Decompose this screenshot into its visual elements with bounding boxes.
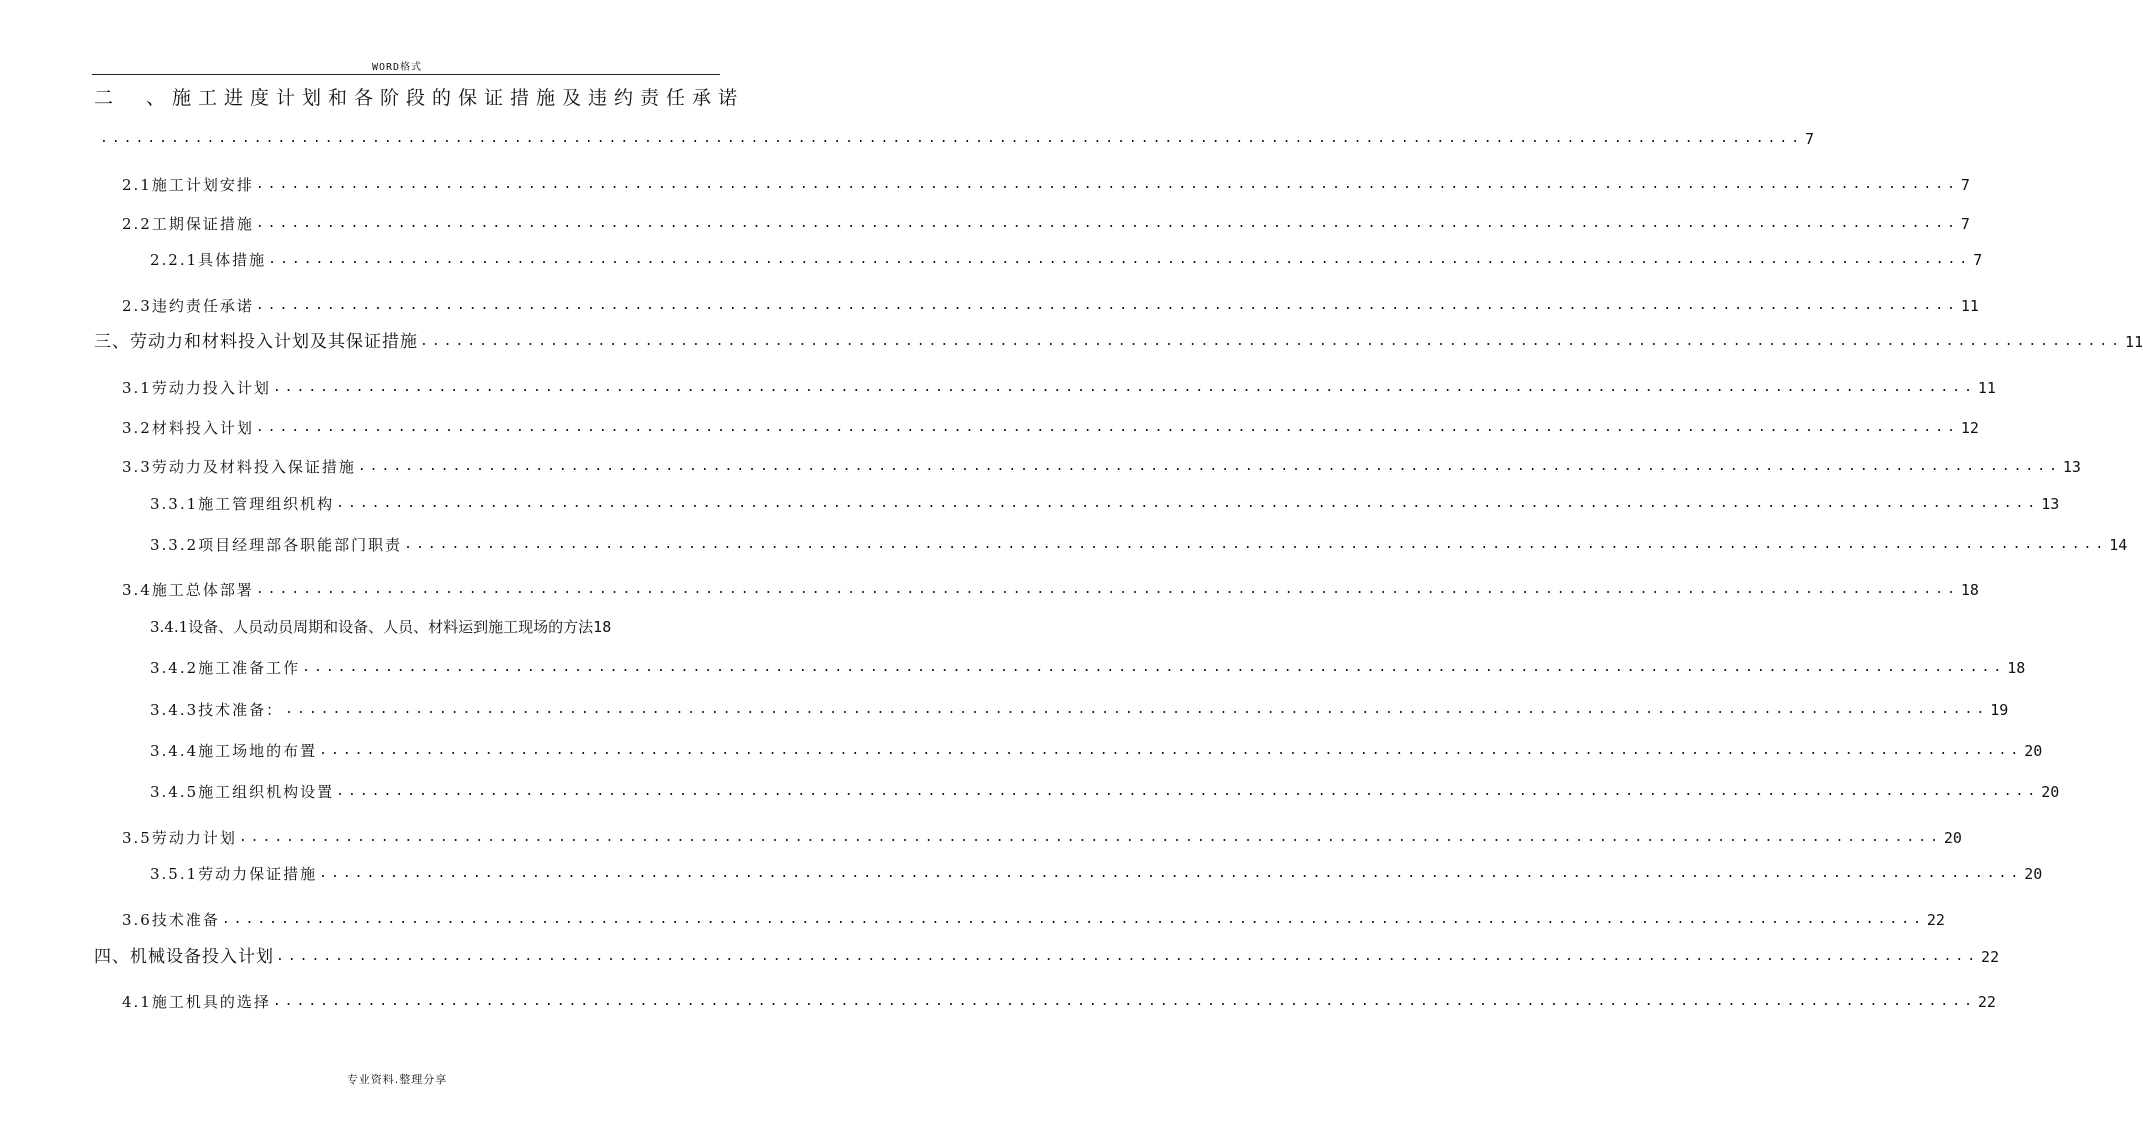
toc-entry-label: 3.1劳动力投入计划 bbox=[122, 379, 271, 397]
toc-dot-leader: ................................................................................................................................................ bbox=[255, 420, 1959, 435]
toc-entry-2-heading-page[interactable] bbox=[100, 127, 1815, 151]
toc-dot-leader: ................................................................................................................................................ bbox=[285, 702, 1989, 717]
toc-entry-label: 2.2工期保证措施 bbox=[122, 215, 254, 233]
toc-entry-2-1[interactable] bbox=[122, 173, 1970, 197]
toc-dot-leader: ................................................................................................................................................ bbox=[272, 994, 1976, 1009]
toc-entry-label: 3.6技术准备 bbox=[122, 911, 220, 929]
toc-entry-label: 2.3违约责任承诺 bbox=[122, 297, 254, 315]
header-text: WORD格式 bbox=[371, 62, 423, 73]
toc-entry-3-6[interactable] bbox=[122, 908, 1945, 932]
toc-entry-label: 3.5劳动力计划 bbox=[122, 829, 237, 847]
toc-entry-label: 3.4施工总体部署 bbox=[122, 581, 254, 599]
toc-entry-label: 3.5.1劳动力保证措施 bbox=[150, 865, 318, 883]
toc-entry-page: 7 bbox=[1960, 176, 1970, 194]
toc-dot-leader: ................................................................................................................................................ bbox=[238, 830, 1942, 845]
toc-entry-page: 22 bbox=[1981, 948, 2000, 966]
toc-entry-page: 12 bbox=[1960, 419, 1979, 437]
toc-entry-label: 3.4.5施工组织机构设置 bbox=[150, 783, 335, 801]
toc-entry-2-3[interactable] bbox=[122, 294, 1979, 318]
toc-entry-label: 2.2.1具体措施 bbox=[150, 251, 267, 269]
toc-dot-leader: ................................................................................................................................................ bbox=[255, 582, 1959, 597]
toc-dot-leader: ................................................................................................................................................ bbox=[268, 252, 1972, 267]
toc-entry-2-heading[interactable] bbox=[94, 86, 745, 110]
toc-entry-label: 3.4.1设备、人员动员周期和设备、人员、材料运到施工现场的方法 bbox=[150, 618, 594, 636]
toc-entry-3-4-2[interactable] bbox=[150, 656, 2026, 680]
toc-entry-page: 18 bbox=[593, 618, 612, 636]
toc-dot-leader: ................................................................................................................................................ bbox=[255, 298, 1959, 313]
toc-dot-leader: ................................................................................................................................................ bbox=[100, 131, 1804, 146]
toc-entry-page: 20 bbox=[2024, 865, 2043, 883]
toc-dot-leader: ................................................................................................................................................ bbox=[336, 784, 2040, 799]
toc-dot-leader: ................................................................................................................................................ bbox=[357, 459, 2061, 474]
toc-dot-leader: ................................................................................................................................................ bbox=[255, 216, 1959, 231]
toc-entry-4[interactable] bbox=[94, 945, 2000, 969]
toc-entry-page: 22 bbox=[1977, 993, 1996, 1011]
toc-entry-page: 18 bbox=[2007, 659, 2026, 677]
toc-entry-page: 11 bbox=[1960, 297, 1979, 315]
toc-entry-page: 20 bbox=[1943, 829, 1962, 847]
toc-entry-3-3[interactable] bbox=[122, 455, 2081, 479]
toc-entry-3-2[interactable] bbox=[122, 416, 1979, 440]
toc-entry-page: 14 bbox=[2109, 536, 2128, 554]
toc-entry-page: 20 bbox=[2041, 783, 2060, 801]
toc-entry-3-4-1[interactable] bbox=[150, 615, 718, 639]
toc-entry-label: 3.3.1施工管理组织机构 bbox=[150, 495, 335, 513]
page-footer: 专业资料.整理分享 bbox=[346, 1073, 448, 1086]
toc-dot-leader: ................................................................................................................................................ bbox=[420, 334, 2124, 349]
toc-dot-leader: ................................................................................................................................................ bbox=[319, 743, 2023, 758]
toc-entry-page: 7 bbox=[1973, 251, 1983, 269]
toc-dot-leader: ................................................................................................................................................ bbox=[404, 537, 2108, 552]
toc-dot-leader: ................................................................................................................................................ bbox=[272, 380, 1976, 395]
toc-entry-page: 19 bbox=[1990, 701, 2009, 719]
toc-entry-label: 2.1施工计划安排 bbox=[122, 176, 254, 194]
toc-entry-2-2[interactable] bbox=[122, 212, 1970, 236]
toc-entry-label: 3.4.2施工准备工作 bbox=[150, 659, 301, 677]
toc-entry-label: 3.4.4施工场地的布置 bbox=[150, 742, 318, 760]
toc-entry-label: 三、劳动力和材料投入计划及其保证措施 bbox=[94, 332, 418, 352]
toc-entry-3-4-5[interactable] bbox=[150, 780, 2060, 804]
toc-entry-3-4-3[interactable] bbox=[150, 698, 2009, 722]
toc-entry-page: 13 bbox=[2041, 495, 2060, 513]
toc-dot-leader: ................................................................................................................................................ bbox=[255, 177, 1959, 192]
toc-entry-3-3-2[interactable] bbox=[150, 533, 2128, 557]
toc-entry-4-1[interactable] bbox=[122, 990, 1996, 1014]
toc-entry-label: 3.4.3技术准备： bbox=[150, 701, 284, 719]
toc-entry-label: 4.1施工机具的选择 bbox=[122, 993, 271, 1011]
toc-entry-page: 7 bbox=[1960, 215, 1970, 233]
toc-entry-page: 11 bbox=[1977, 379, 1996, 397]
toc-entry-label: 3.3.2项目经理部各职能部门职责 bbox=[150, 536, 403, 554]
toc-entry-page: 7 bbox=[1805, 130, 1815, 148]
toc-dot-leader: ................................................................................................................................................ bbox=[276, 949, 1980, 964]
toc-dot-leader: ................................................................................................................................................ bbox=[319, 866, 2023, 881]
toc-entry-label: 3.2材料投入计划 bbox=[122, 419, 254, 437]
toc-entry-3[interactable] bbox=[94, 330, 2143, 354]
toc-entry-3-1[interactable] bbox=[122, 376, 1996, 400]
toc-entry-3-4[interactable] bbox=[122, 578, 1979, 602]
toc-dot-leader: ................................................................................................................................................ bbox=[221, 912, 1925, 927]
toc-entry-page: 13 bbox=[2062, 458, 2081, 476]
toc-entry-label: 四、机械设备投入计划 bbox=[94, 947, 274, 967]
toc-entry-3-5[interactable] bbox=[122, 826, 1962, 850]
toc-dot-leader: ................................................................................................................................................ bbox=[302, 660, 2006, 675]
toc-entry-3-4-4[interactable] bbox=[150, 739, 2043, 763]
toc-entry-label: 二 、施工进度计划和各阶段的保证措施及违约责任承诺 bbox=[94, 87, 745, 109]
toc-entry-page: 20 bbox=[2024, 742, 2043, 760]
toc-entry-page: 22 bbox=[1926, 911, 1945, 929]
toc-entry-page: 18 bbox=[1960, 581, 1979, 599]
toc-entry-page: 11 bbox=[2125, 333, 2143, 351]
toc-entry-3-5-1[interactable] bbox=[150, 862, 2043, 886]
toc-dot-leader: ................................................................................................................................................ bbox=[336, 496, 2040, 511]
toc-entry-3-3-1[interactable] bbox=[150, 492, 2060, 516]
toc-entry-2-2-1[interactable] bbox=[150, 248, 1983, 272]
toc-entry-label: 3.3劳动力及材料投入保证措施 bbox=[122, 458, 356, 476]
header-rule bbox=[92, 74, 720, 75]
